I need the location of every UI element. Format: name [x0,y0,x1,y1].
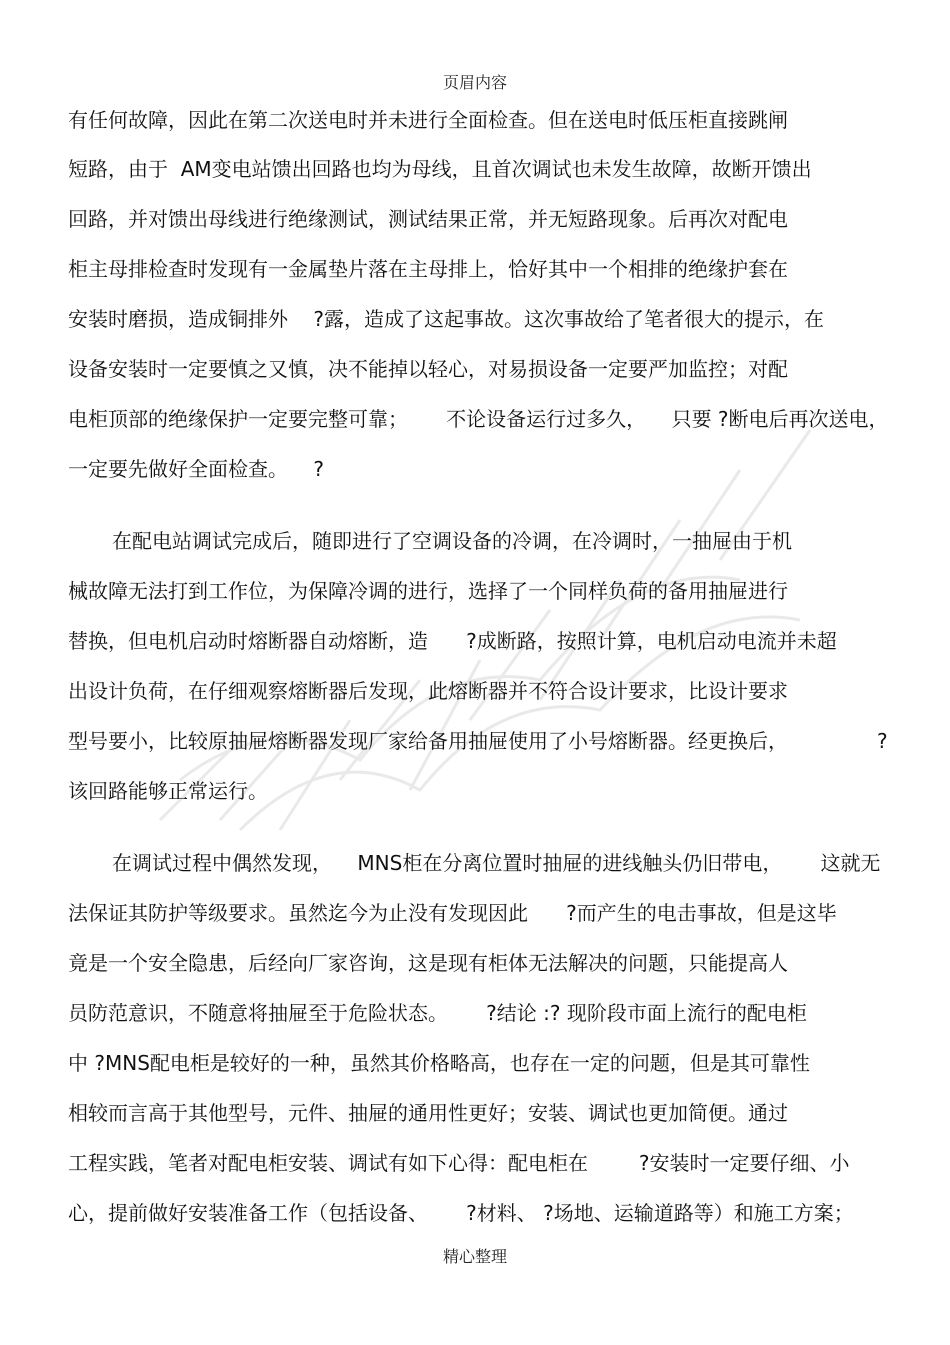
text-line: 有任何故障，因此在第二次送电时并未进行全面检查。但在送电时低压柜直接跳闸 [68,108,788,132]
text-line: 心，提前做好安装准备工作（包括设备、 ?材料、 ?场地、运输道路等）和施工方案； [68,1201,854,1225]
text-line: 中 ?MNS配电柜是较好的一种，虽然其价格略高，也存在一定的问题，但是其可靠性 [68,1051,810,1075]
text-line: 柜主母排检查时发现有一金属垫片落在主母排上，恰好其中一个相排的绝缘护套在 [68,257,788,281]
text-line: 一定要先做好全面检查。 ? [68,457,325,481]
page-footer: 精心整理 [442,1247,507,1266]
text-line: 械故障无法打到工作位，为保障冷调的进行，选择了一个同样负荷的备用抽屉进行 [68,579,788,603]
text-line: 电柜顶部的绝缘保护一定要完整可靠； 不论设备运行过多久， 只要 ?断电后再次送电， [68,407,889,431]
text-line: 型号要小，比较原抽屉熔断器发现厂家给备用抽屉使用了小号熔断器。经更换后， ? [68,729,888,753]
text-line: 在调试过程中偶然发现， MNS柜在分离位置时抽屉的进线触头仍旧带电， 这就无 [112,851,881,875]
text-line: 相较而言高于其他型号，元件、抽屉的通用性更好；安装、调试也更加简便。通过 [68,1101,788,1125]
text-line: 替换，但电机启动时熔断器自动熔断，造 ?成断路，按照计算，电机启动电流并未超 [68,629,837,653]
text-line: 竟是一个安全隐患，后经向厂家咨询，这是现有柜体无法解决的问题，只能提高人 [68,951,788,975]
text-line: 安装时磨损，造成铜排外 ?露，造成了这起事故。这次事故给了笔者很大的提示，在 [68,307,825,331]
text-line: 设备安装时一定要慎之又慎，决不能掉以轻心，对易损设备一定要严加监控；对配 [68,357,788,381]
text-line: 在配电站调试完成后，随即进行了空调设备的冷调，在冷调时，一抽屉由于机 [112,529,792,553]
text-line: 该回路能够正常运行。 [68,779,268,803]
text-line: 短路，由于 AM变电站馈出回路也均为母线，且首次调试也未发生故障，故断开馈出 [68,157,812,181]
text-line: 法保证其防护等级要求。虽然迄今为止没有发现因此 ?而产生的电击事故，但是这毕 [68,901,837,925]
text-line: 员防范意识，不随意将抽屉至于危险状态。 ?结论 :? 现阶段市面上流行的配电柜 [68,1001,807,1025]
page-header: 页眉内容 [442,73,507,92]
text-line: 出设计负荷，在仔细观察熔断器后发现，此熔断器并不符合设计要求，比设计要求 [68,679,788,703]
text-line: 回路，并对馈出母线进行绝缘测试，测试结果正常，并无短路现象。后再次对配电 [68,207,788,231]
text-line: 工程实践，笔者对配电柜安装、调试有如下心得：配电柜在 ?安装时一定要仔细、小 [68,1151,850,1175]
